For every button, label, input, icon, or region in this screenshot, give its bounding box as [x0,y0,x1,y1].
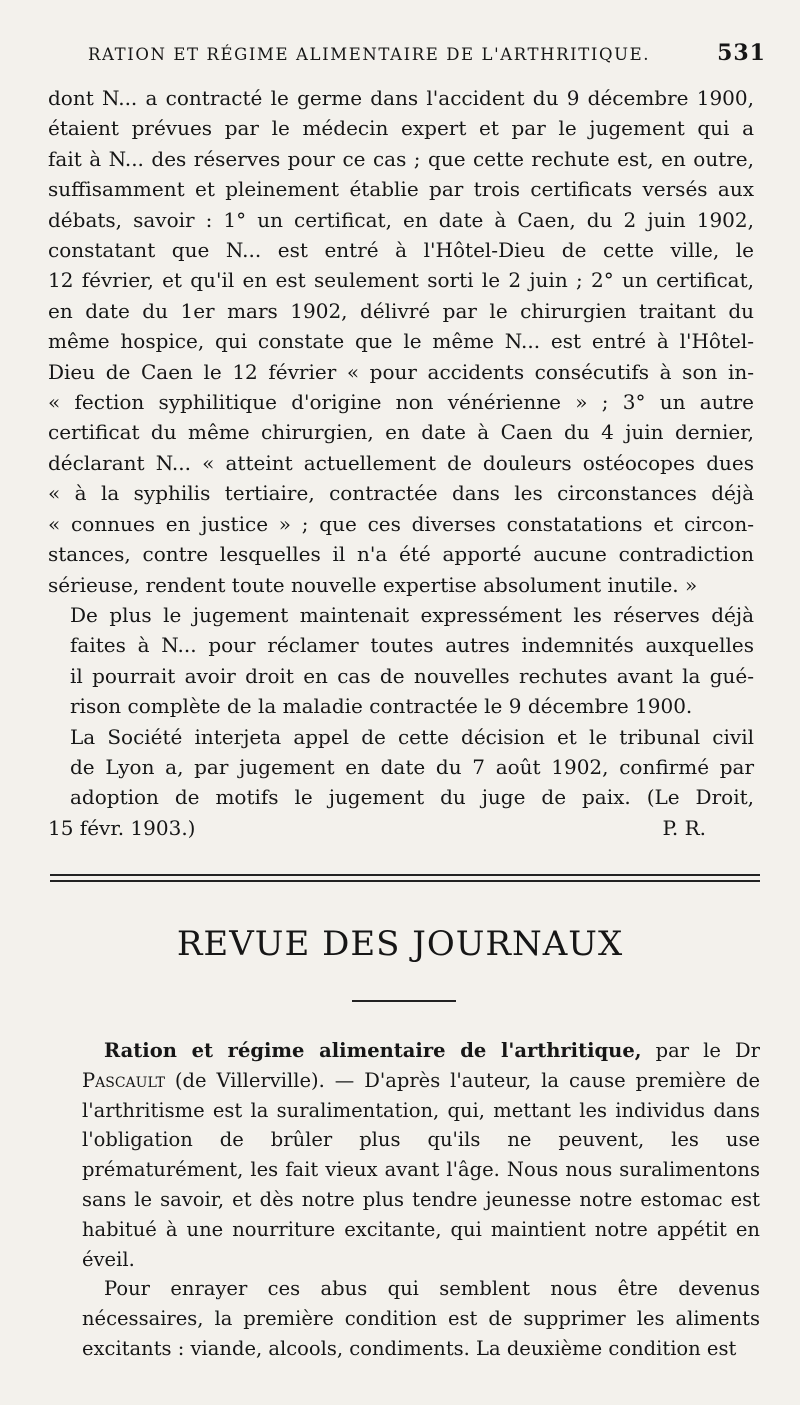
text-line: adoption de motifs le jugement du juge de paix. (Le Droit, [70,785,754,810]
text-line: sérieuse, rendent toute nouvelle expertise absolument inutile. » [48,572,698,597]
text-line: de Lyon a, par jugement en date du 7 août 1902, confirmé par [70,754,754,779]
text-line: Dieu de Caen le 12 février « pour accidents consécutifs à son in- [48,359,754,384]
article-paragraph-2: Pour enrayer ces abus qui semblent nous être devenus nécessaires, la première condition est de supprimer les aliments excitants : viande, alcools, condiments. La deuxième condition est [82,1277,760,1360]
signature: P. R. [662,815,706,840]
author-place: (de Villerville). — [174,1068,355,1092]
text-line: fait à N... des réserves pour ce cas ; que cette rechute est, en outre, [48,146,754,171]
article-paragraph-1 [82,1036,760,1274]
text-line: « à la syphilis tertiaire, contractée dans les circonstances déjà [48,481,754,506]
text-line: suffisamment et pleinement établie par trois certificats versés aux [48,177,754,202]
text-line: De plus le jugement maintenait expressément les réserves déjà [70,602,754,627]
article-text-1: D'après l'auteur, la cause première de l'arthritisme est la suralimentation, qui, mettant les individus dans l'obligation de brûler plus qu'ils ne peuvent, les use prématurément, les fait vieux avant l'âge. Nous nous suralimentons sans le savoir, et dès notre plus tendre jeunesse notre estomac est habitué à une nourriture excitante, qui maintient notre appétit en éveil. [82,1068,761,1271]
text-line: en date du 1er mars 1902, délivré par le chirurgien traitant du [48,298,754,323]
text-line: déclarant N... « atteint actuellement de douleurs ostéocopes dues [48,450,754,475]
text-line: « connues en justice » ; que ces diverses constatations et circon- [48,511,754,536]
article-by: par le [655,1039,721,1062]
text-line: faites à N... pour réclamer toutes autres indemnités auxquelles [70,633,754,658]
closing-line [48,813,754,843]
citation-date: 15 févr. 1903.) [48,815,196,840]
text-line: certificat du même chirurgien, en date à Caen du 4 juin dernier, [48,420,754,445]
text-line: même hospice, qui constate que le même N... est entré à l'Hôtel- [48,329,754,354]
text-line: La Société interjeta appel de cette décision et le tribunal civil [70,724,754,749]
text-line: rison complète de la maladie contractée le 9 décembre 1900. [70,694,693,719]
running-header [88,40,766,66]
review-article [82,1036,760,1364]
article-title: Ration et régime alimentaire de l'arthritique, [104,1039,642,1062]
text-line: étaient prévues par le médecin expert et par le jugement qui a [48,116,754,141]
text-line: dont N... a contracté le germe dans l'accident du 9 décembre 1900, [48,86,754,110]
case-paragraph-2 [48,600,754,722]
text-line: il pourrait avoir droit en cas de nouvelles rechutes avant la gué- [70,663,754,688]
legal-case-text [48,83,754,843]
text-line: 12 février, et qu'il en est seulement sorti le 2 juin ; 2° un certificat, [48,268,754,293]
author-prefix: Dr [735,1039,761,1062]
text-line: stances, contre lesquelles il n'a été apporté aucune contradiction [48,542,754,567]
section-title: REVUE DES JOURNAUX [176,924,624,964]
running-title: RATION ET RÉGIME ALIMENTAIRE DE L'ARTHRITIQUE. [88,45,651,64]
case-paragraph-3 [48,722,754,813]
text-line: « fection syphilitique d'origine non vénérienne » ; 3° un autre [48,390,754,415]
case-paragraph-1 [48,83,754,600]
text-line: constatant que N... est entré à l'Hôtel-Dieu de cette ville, le [48,238,754,263]
text-line: débats, savoir : 1° un certificat, en date à Caen, du 2 juin 1902, [48,207,754,232]
short-divider [352,1000,456,1002]
author-name: Pascault [82,1068,165,1092]
double-divider [50,874,760,882]
page-number: 531 [717,40,766,66]
